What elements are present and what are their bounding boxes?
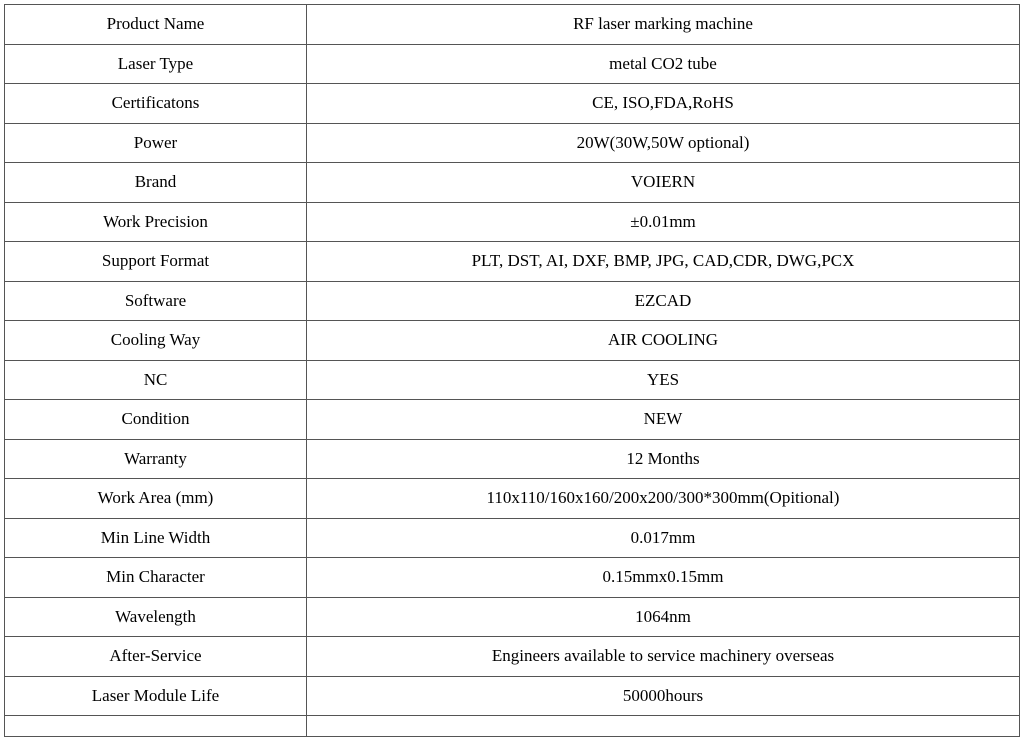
- spec-value: Engineers available to service machinery overseas: [307, 637, 1020, 677]
- spec-label: Condition: [5, 400, 307, 440]
- table-row: [5, 242, 1020, 282]
- spec-label: Work Precision: [5, 202, 307, 242]
- spec-label: Product Name: [5, 5, 307, 45]
- spec-table: [4, 4, 1020, 737]
- spec-label: Min Character: [5, 558, 307, 598]
- spec-value: ±0.01mm: [307, 202, 1020, 242]
- table-row: [5, 360, 1020, 400]
- spec-value: RF laser marking machine: [307, 5, 1020, 45]
- spec-value: 1064nm: [307, 597, 1020, 637]
- spec-value: 12 Months: [307, 439, 1020, 479]
- spec-label: Wavelength: [5, 597, 307, 637]
- spec-value-empty: [307, 716, 1020, 737]
- spec-value: NEW: [307, 400, 1020, 440]
- spec-value: metal CO2 tube: [307, 44, 1020, 84]
- spec-label: Min Line Width: [5, 518, 307, 558]
- table-row-partial: [5, 716, 1020, 737]
- spec-value: 0.15mmx0.15mm: [307, 558, 1020, 598]
- table-row: [5, 479, 1020, 519]
- table-row: [5, 281, 1020, 321]
- table-row: [5, 5, 1020, 45]
- spec-label-empty: [5, 716, 307, 737]
- table-row: [5, 637, 1020, 677]
- spec-value: CE, ISO,FDA,RoHS: [307, 84, 1020, 124]
- spec-label: Support Format: [5, 242, 307, 282]
- spec-value: PLT, DST, AI, DXF, BMP, JPG, CAD,CDR, DWG,PCX: [307, 242, 1020, 282]
- spec-label: Power: [5, 123, 307, 163]
- spec-value: AIR COOLING: [307, 321, 1020, 361]
- spec-label: Software: [5, 281, 307, 321]
- table-row: [5, 84, 1020, 124]
- table-row: [5, 123, 1020, 163]
- spec-value: 110x110/160x160/200x200/300*300mm(Opitional): [307, 479, 1020, 519]
- table-row: [5, 676, 1020, 716]
- spec-table-body: [5, 5, 1020, 737]
- table-row: [5, 558, 1020, 598]
- spec-value: VOIERN: [307, 163, 1020, 203]
- spec-label: Cooling Way: [5, 321, 307, 361]
- spec-label: After-Service: [5, 637, 307, 677]
- spec-label: Certificatons: [5, 84, 307, 124]
- table-row: [5, 163, 1020, 203]
- table-row: [5, 400, 1020, 440]
- table-row: [5, 44, 1020, 84]
- spec-label: Laser Type: [5, 44, 307, 84]
- table-row: [5, 597, 1020, 637]
- spec-value: 50000hours: [307, 676, 1020, 716]
- spec-label: Brand: [5, 163, 307, 203]
- spec-label: Warranty: [5, 439, 307, 479]
- spec-label: NC: [5, 360, 307, 400]
- table-row: [5, 202, 1020, 242]
- spec-value: EZCAD: [307, 281, 1020, 321]
- table-row: [5, 321, 1020, 361]
- spec-label: Work Area (mm): [5, 479, 307, 519]
- spec-value: YES: [307, 360, 1020, 400]
- table-row: [5, 518, 1020, 558]
- spec-label: Laser Module Life: [5, 676, 307, 716]
- table-row: [5, 439, 1020, 479]
- spec-value: 20W(30W,50W optional): [307, 123, 1020, 163]
- spec-value: 0.017mm: [307, 518, 1020, 558]
